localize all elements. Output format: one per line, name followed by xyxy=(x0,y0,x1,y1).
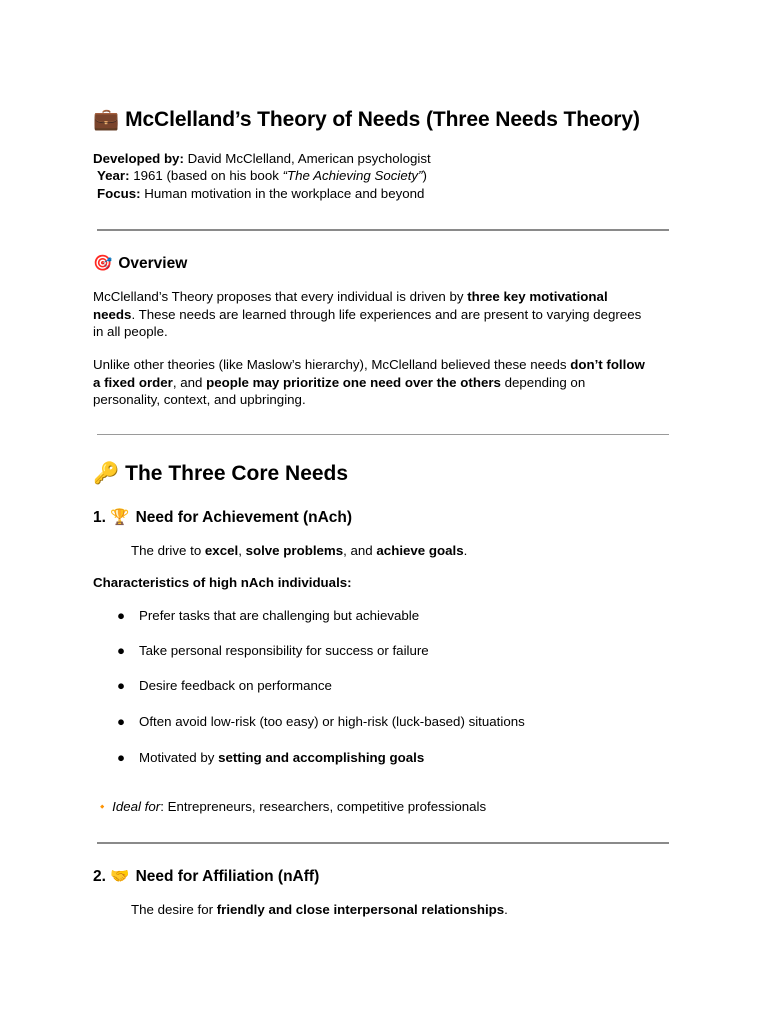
text-run: depending on personality, context, and upbringing. xyxy=(93,374,586,407)
need-achievement-heading-text: Need for Achievement (nAch) xyxy=(135,509,353,526)
text-run: , xyxy=(238,543,246,558)
book-title: “The Achieving Society” xyxy=(282,168,423,183)
section-number: 1. xyxy=(93,509,106,526)
list-item-text: Desire feedback on performance xyxy=(139,678,332,693)
core-needs-heading xyxy=(93,462,348,486)
list-item-text: Prefer tasks that are challenging but achievable xyxy=(139,608,420,623)
developed-by-line xyxy=(93,151,431,166)
title-text: McClelland’s Theory of Needs (Three Needs Theory) xyxy=(125,108,640,131)
bold-run: achieve goals xyxy=(376,543,464,558)
text-run: . xyxy=(463,543,468,558)
bold-run: don’t follow a fixed order xyxy=(93,357,645,390)
handshake-icon: 🤝 xyxy=(110,868,130,885)
text-run: The drive to xyxy=(131,543,205,558)
divider xyxy=(97,229,669,231)
bullet-icon: ● xyxy=(117,750,126,765)
bullet-icon: ● xyxy=(117,608,126,623)
text-run: The desire for xyxy=(131,902,217,917)
bold-run: setting and accomplishing goals xyxy=(218,750,425,765)
ideal-for-value: : Entrepreneurs, researchers, competitive professionals xyxy=(160,799,487,814)
ideal-for-line xyxy=(96,799,486,814)
core-needs-heading-text: The Three Core Needs xyxy=(125,462,349,485)
need-affiliation-description xyxy=(131,902,508,917)
list-item xyxy=(117,678,332,693)
text-run: McClelland’s Theory proposes that every individual is driven by xyxy=(93,289,468,304)
bullet-icon: ● xyxy=(117,678,126,693)
developed-label: Developed by: xyxy=(93,151,184,166)
bold-run: excel xyxy=(204,543,239,558)
bullet-icon: ● xyxy=(117,643,126,658)
list-item-text: Often avoid low-risk (too easy) or high-risk (luck-based) situations xyxy=(139,714,525,729)
need-achievement-description xyxy=(131,543,467,558)
bold-run: people may prioritize one need over the others xyxy=(206,374,501,390)
overview-paragraph-1 xyxy=(93,288,653,341)
text-run: . xyxy=(504,902,508,917)
text-run: , and xyxy=(343,543,377,558)
characteristics-heading: Characteristics of high nAch individuals: xyxy=(93,575,352,590)
bold-run: friendly and close interpersonal relationships xyxy=(216,902,505,917)
key-icon: 🔑 xyxy=(93,462,120,485)
overview-heading-text: Overview xyxy=(118,255,188,272)
year-line xyxy=(97,168,427,183)
list-item xyxy=(117,714,525,729)
list-item-text: Take personal responsibility for success or failure xyxy=(139,643,429,658)
page-title xyxy=(93,108,640,132)
need-affiliation-heading-text: Need for Affiliation (nAff) xyxy=(135,868,320,885)
divider xyxy=(97,434,669,435)
need-affiliation-heading xyxy=(93,867,319,886)
list-item xyxy=(117,643,429,658)
text-run: Unlike other theories (like Maslow’s hierarchy), McClelland believed these needs xyxy=(93,357,571,372)
trophy-icon: 🏆 xyxy=(110,509,130,526)
focus-label: Focus: xyxy=(97,186,141,201)
ideal-for-label: Ideal for xyxy=(112,799,161,814)
bullet-icon: ● xyxy=(117,714,126,729)
target-icon: 🎯 xyxy=(93,255,113,272)
list-item xyxy=(117,750,424,765)
focus-value: Human motivation in the workplace and beyond xyxy=(140,186,425,201)
divider xyxy=(97,842,669,844)
orange-diamond-icon: 🔸 xyxy=(96,802,109,813)
bold-run: solve problems xyxy=(245,543,344,558)
text-run: Motivated by xyxy=(139,750,219,765)
year-value: 1961 (based on his book xyxy=(129,168,283,183)
focus-line xyxy=(97,186,424,201)
text-run: . These needs are learned through life experiences and are present to varying degrees in all people. xyxy=(93,306,642,339)
developed-value: David McClelland, American psychologist xyxy=(183,151,431,166)
year-label: Year: xyxy=(97,168,130,183)
briefcase-icon: 💼 xyxy=(93,108,120,131)
section-number: 2. xyxy=(93,868,106,885)
year-close: ) xyxy=(422,168,427,183)
overview-paragraph-2 xyxy=(93,356,653,409)
text-run: , and xyxy=(172,374,207,390)
list-item xyxy=(117,608,419,623)
need-achievement-heading xyxy=(93,508,352,527)
overview-heading xyxy=(93,254,187,273)
bold-run: three key motivational needs xyxy=(93,289,608,322)
